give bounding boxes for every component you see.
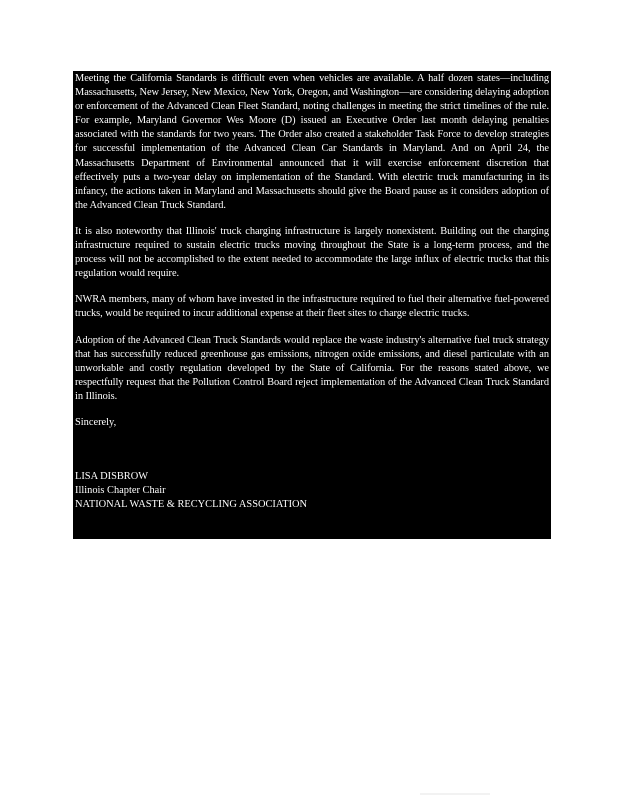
paragraph-nwra-members: NWRA members, many of whom have invested in the infrastructure required to fuel their alternative fuel-powered trucks, would be required to incur additional expense at their fleet sites to charge electric trucks. xyxy=(75,294,549,320)
redacted-text-block xyxy=(73,71,551,539)
signatory-name: LISA DISBROW xyxy=(75,471,149,483)
paragraph-adoption-request: Adoption of the Advanced Clean Truck Standards would replace the waste industry's alternative fuel truck strategy that has successfully reduced greenhouse gas emissions, nitrogen oxide emissions, and diesel particulate with an unworkable and costly regulation developed by the State of California. For the reasons stated above, we respectfully request that the Pollution Control Board reject implementation of the Advanced Clean Truck Standard in Illinois. xyxy=(75,334,549,402)
signatory-title: Illinois Chapter Chair xyxy=(75,485,166,497)
paragraph-charging-infrastructure: It is also noteworthy that Illinois' truck charging infrastructure is largely nonexistent. Building out the charging infrastructure required to sustain electric trucks moving throughout the State is a long-term process, and the process will not be accomplished to the extent needed to accommodate the large influx of electric trucks that this regulation would require. xyxy=(75,225,549,280)
closing-salutation: Sincerely, xyxy=(75,416,117,428)
signatory-organization: NATIONAL WASTE & RECYCLING ASSOCIATION xyxy=(75,499,308,511)
paragraph-california-standards: Meeting the California Standards is difficult even when vehicles are available. A half dozen states—including Massachusetts, New Jersey, New Mexico, New York, Oregon, and Washington—are considering delaying adoption or enforcement of the Advanced Clean Fleet Standard, noting challenges in meeting the strict timelines of the rule. For example, Maryland Governor Wes Moore (D) issued an Executive Order last month delaying penalties associated with the standards for two years. The Order also created a stakeholder Task Force to develop strategies for successful implementation of the Advanced Clean Car Standards in Maryland. And on April 24, the Massachusetts Department of Environmental announced that it will exercise enforcement discretion that effectively puts a two-year delay on implementation of the Standard. With electric truck manufacturing in its infancy, the actions taken in Maryland and Massachusetts should give the Board pause as it considers adoption of the Advanced Clean Truck Standard. xyxy=(75,73,549,211)
scan-artifact xyxy=(420,793,490,795)
